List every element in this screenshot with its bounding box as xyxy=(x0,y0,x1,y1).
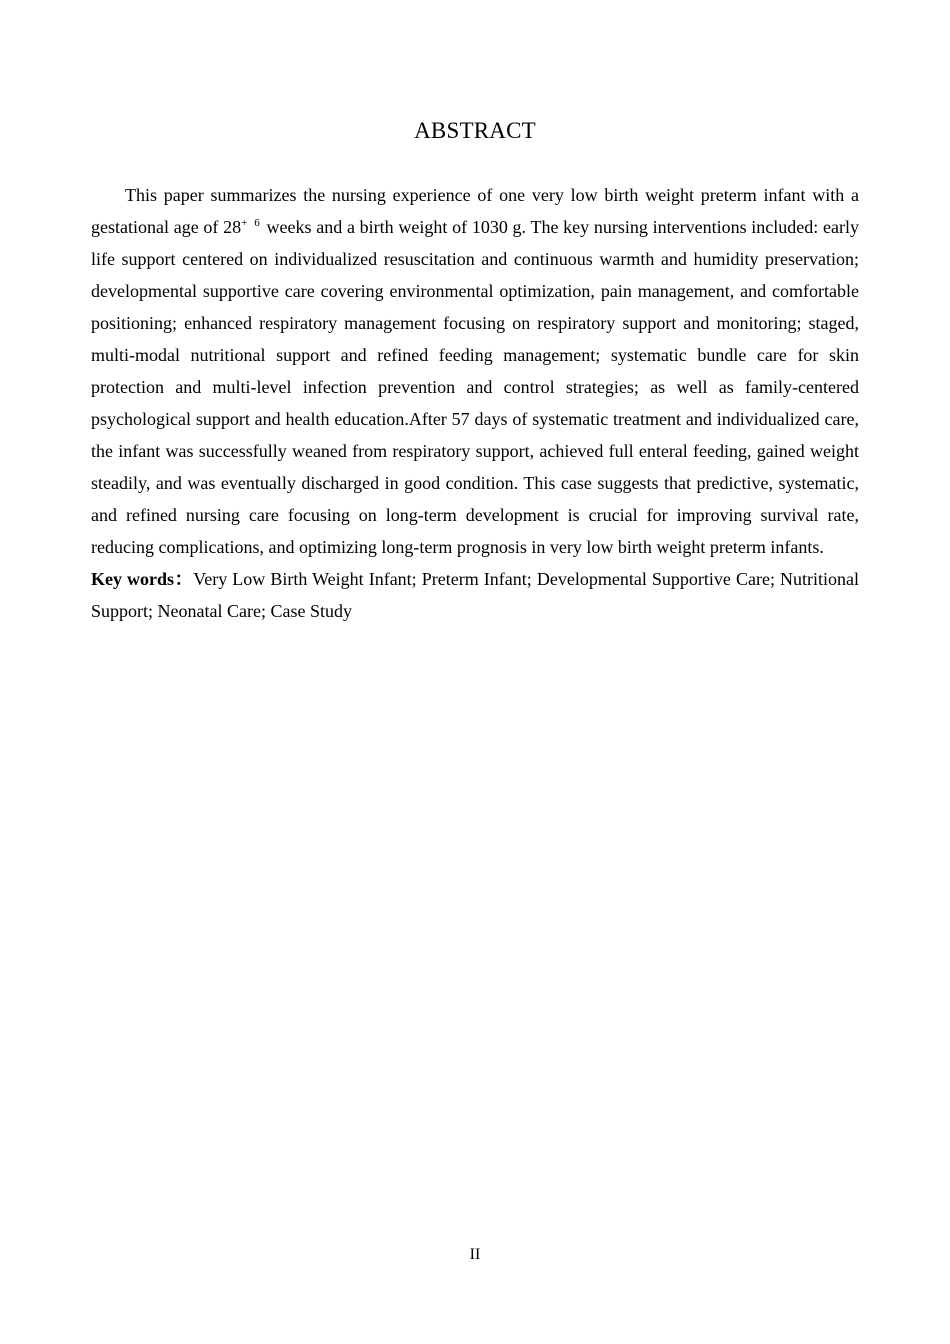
keywords-paragraph xyxy=(91,563,859,627)
abstract-text-part1: This paper summarizes the nursing experience of one very low birth weight preterm infant with a gestational age of 28 xyxy=(91,185,859,237)
keywords-text: Very Low Birth Weight Infant; Preterm Infant; Developmental Supportive Care; Nutritional Support; Neonatal Care; Case Study xyxy=(91,569,859,621)
abstract-text-part2: weeks and a birth weight of 1030 g. The key nursing interventions included: early life support centered on individualized resuscitation and continuous warmth and humidity preservation; developmental supportive care covering environmental optimization, pain management, and comfortable positioning; enhanced respiratory management focusing on respiratory support and monitoring; staged, multi-modal nutritional support and refined feeding management; systematic bundle care for skin protection and multi-level infection prevention and control strategies; as well as family-centered psychological support and health education.After 57 days of systematic treatment and individualized care, the infant was successfully weaned from respiratory support, achieved full enteral feeding, gained weight steadily, and was eventually discharged in good condition. This case suggests that predictive, systematic, and refined nursing care focusing on long-term development is crucial for improving survival rate, reducing complications, and optimizing long-term prognosis in very low birth weight preterm infants. xyxy=(91,217,859,557)
page-number: II xyxy=(469,1246,481,1263)
keywords-label: Key words： xyxy=(91,569,194,589)
abstract-title: ABSTRACT xyxy=(414,118,536,143)
abstract-content xyxy=(91,179,859,627)
gestational-age-superscript: + 6 xyxy=(241,217,262,229)
abstract-paragraph xyxy=(91,179,859,563)
